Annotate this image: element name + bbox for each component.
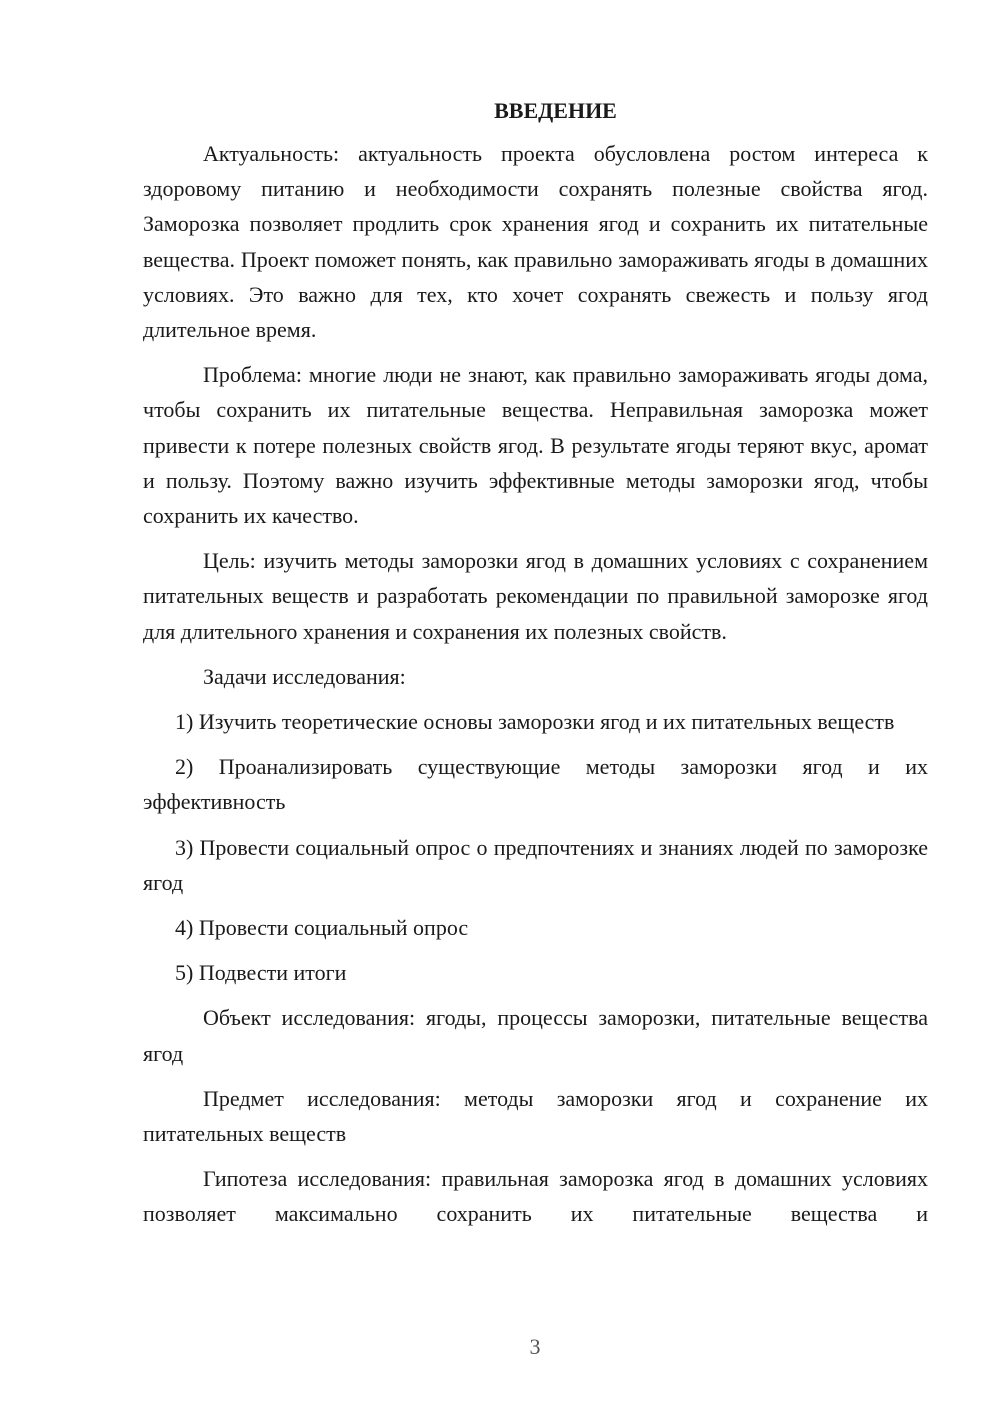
task-item-2: 2) Проанализировать существующие методы заморозки ягод и их эффективность — [143, 754, 928, 815]
paragraph-object: Объект исследования: ягоды, процессы заморозки, питательные вещества ягод — [143, 1005, 928, 1066]
task-item-3: 3) Провести социальный опрос о предпочтениях и знаниях людей по заморозке ягод — [143, 834, 928, 895]
task-item-4: 4) Провести социальный опрос — [175, 915, 469, 941]
page-content — [143, 94, 928, 1242]
section-heading: ВВЕДЕНИЕ — [494, 98, 617, 123]
task-item-1: 1) Изучить теоретические основы заморозки ягод и их питательных веществ — [175, 709, 895, 735]
page-number: 3 — [529, 1334, 541, 1359]
paragraph-goal: Цель: изучить методы заморозки ягод в домашних условиях с сохранением питательных веществ и разработать рекомендации по правильной заморозке ягод для длительного хранения и сохранения их полезных свойств. — [143, 548, 928, 644]
tasks-heading: Задачи исследования: — [203, 663, 406, 689]
paragraph-problem: Проблема: многие люди не знают, как правильно замораживать ягоды дома, чтобы сохранить их питательные вещества. Неправильная заморозка может привести к потере полезных свойств ягод. В результате ягоды теряют вкус, аромат и пользу. Поэтому важно изучить эффективные методы заморозки ягод, чтобы сохранить их качество. — [143, 362, 928, 529]
paragraph-subject: Предмет исследования: методы заморозки ягод и сохранение их питательных веществ — [143, 1085, 928, 1147]
paragraph-hypothesis: Гипотеза исследования: правильная заморозка ягод в домашних условиях позволяет максимально сохранить их питательные вещества и — [143, 1166, 928, 1227]
task-item-5: 5) Подвести итоги — [175, 960, 347, 986]
paragraph-relevance: Актуальность: актуальность проекта обусловлена ростом интереса к здоровому питанию и необходимости сохранять полезные свойства ягод. Заморозка позволяет продлить срок хранения ягод и сохранить их питательные вещества. Проект поможет понять, как правильно замораживать ягоды в домашних условиях. Это важно для тех, кто хочет сохранять свежесть и пользу ягод длительное время. — [143, 141, 928, 343]
